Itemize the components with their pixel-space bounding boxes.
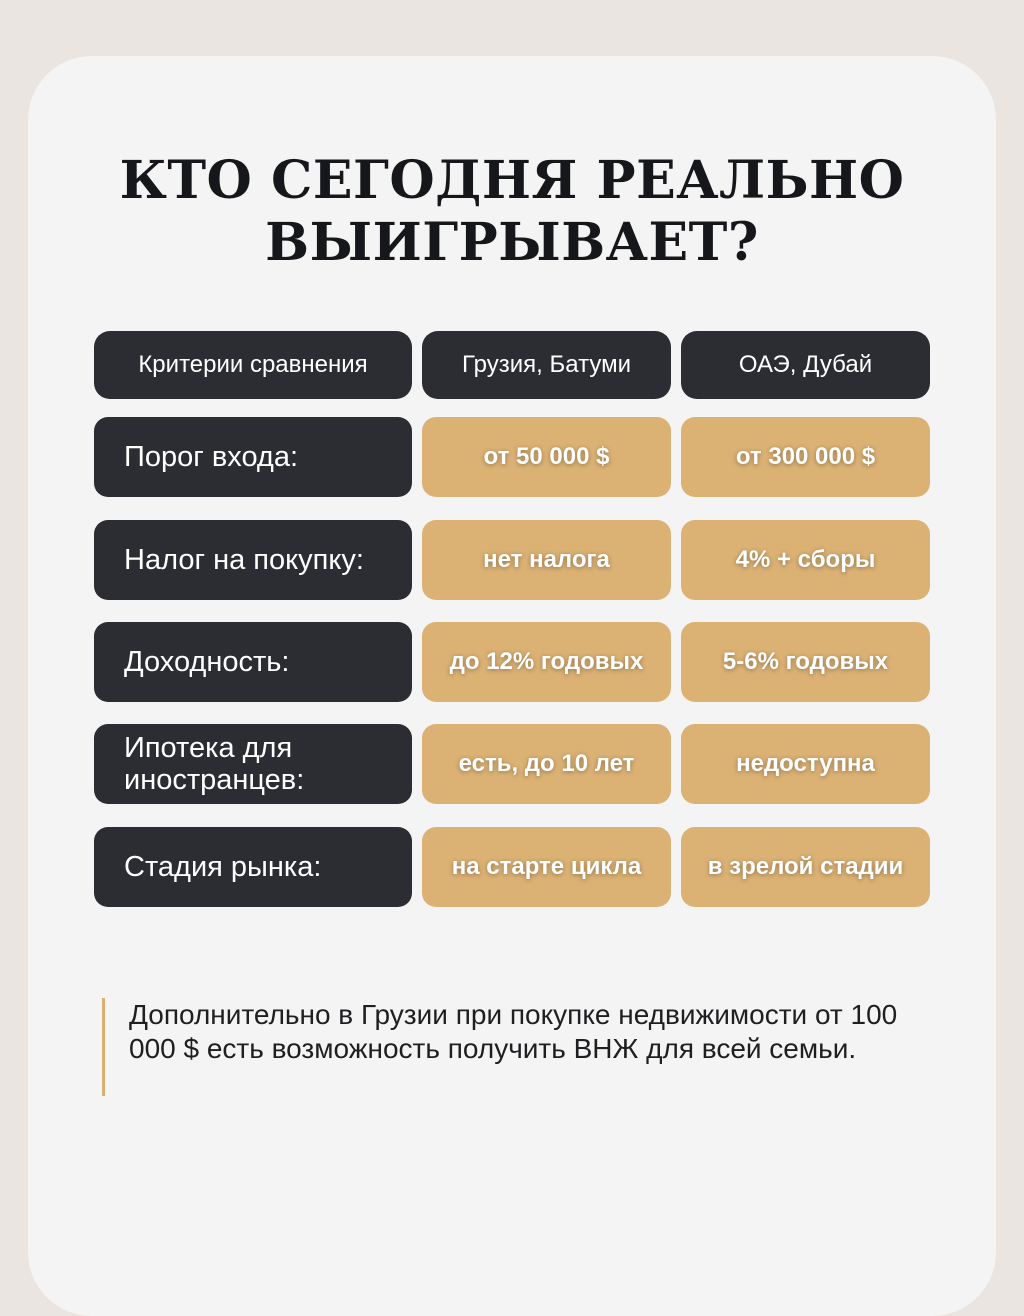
header-criteria: Критерии сравнения: [94, 331, 412, 399]
page-title: [0, 150, 1024, 274]
header-uae: ОАЭ, Дубай: [681, 331, 930, 399]
row-value-uae: 5-6% годовых: [681, 622, 930, 702]
row-value-uae: в зрелой стадии: [681, 827, 930, 907]
row-value-uae: недоступна: [681, 724, 930, 804]
row-value-georgia: нет налога: [422, 520, 671, 600]
header-georgia: Грузия, Батуми: [422, 331, 671, 399]
row-label-entry-threshold: Порог входа:: [94, 417, 412, 497]
row-value-georgia: есть, до 10 лет: [422, 724, 671, 804]
row-label-yield: Доходность:: [94, 622, 412, 702]
title-line-2: ВЫИГРЫВАЕТ?: [265, 212, 759, 273]
title-line-1: КТО СЕГОДНЯ РЕАЛЬНО: [119, 150, 905, 211]
note-block: [102, 998, 902, 1096]
row-value-georgia: до 12% годовых: [422, 622, 671, 702]
row-value-uae: от 300 000 $: [681, 417, 930, 497]
row-value-georgia: от 50 000 $: [422, 417, 671, 497]
row-value-uae: 4% + сборы: [681, 520, 930, 600]
row-value-georgia: на старте цикла: [422, 827, 671, 907]
row-label-mortgage: Ипотека для иностранцев:: [94, 724, 412, 804]
row-label-market-stage: Стадия рынка:: [94, 827, 412, 907]
row-label-purchase-tax: Налог на покупку:: [94, 520, 412, 600]
note-text: Дополнительно в Грузии при покупке недвижимости от 100 000 $ есть возможность получить ВНЖ для всей семьи.: [129, 999, 898, 1064]
